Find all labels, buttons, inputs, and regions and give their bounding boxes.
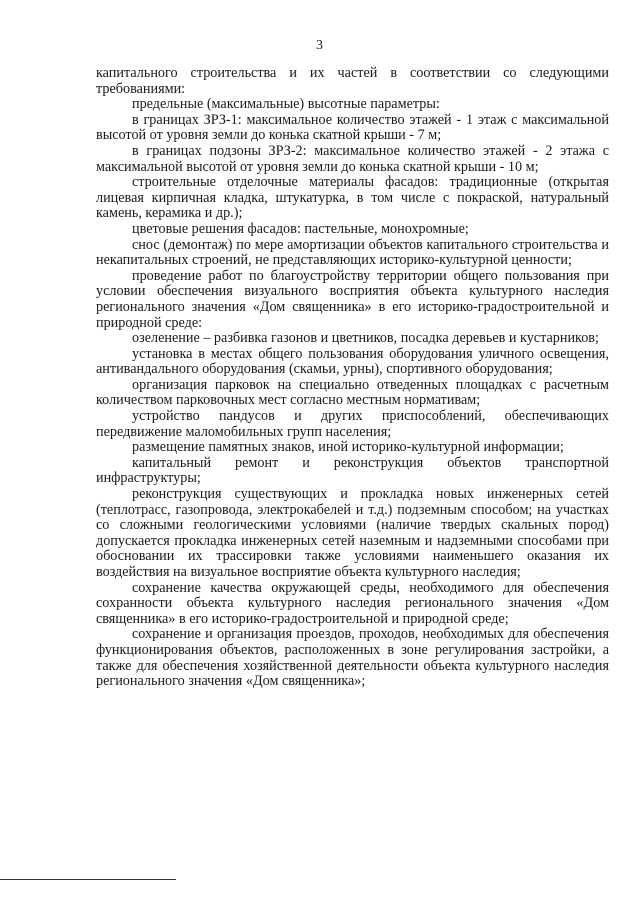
paragraph: капитального строительства и их частей в соответствии со следующими требованиями: bbox=[96, 65, 609, 97]
paragraph: устройство пандусов и других приспособлений, обеспечивающих передвижение маломобильных групп населения; bbox=[96, 408, 609, 440]
paragraph: в границах ЗРЗ-1: максимальное количество этажей - 1 этаж с максимальной высотой от уровня земли до конька скатной крыши - 7 м; bbox=[96, 111, 609, 144]
paragraph: сохранение и организация проездов, проходов, необходимых для обеспечения функционирования объектов, расположенных в зоне регулирования застройки, а также для обеспечения хозяйственной деятельности объекта культурного наследия регионального значения «Дом священника»; bbox=[96, 626, 609, 690]
paragraph: проведение работ по благоустройству территории общего пользования при условии обеспечения визуального восприятия объекта культурного наследия регионального значения «Дом священника» в его историко-градостроительной и природной среде: bbox=[96, 267, 609, 331]
paragraph: реконструкция существующих и прокладка новых инженерных сетей (теплотрасс, газопровода, электрокабелей и т.д.) подземным способом; на участках со сложными геологическими условиями (наличие твердых скальных пород) допускается прокладка инженерных сетей наземным и надземными способами при обосновании их трассировки также условиями наименьшего оказания их воздействия на визуальное восприятие объекта культурного наследия; bbox=[96, 486, 609, 580]
paragraph: сохранение качества окружающей среды, необходимого для обеспечения сохранности объекта культурного наследия регионального значения «Дом священника» в его историко-градостроительной и природной среде; bbox=[96, 579, 609, 627]
page-number: 3 bbox=[316, 38, 323, 53]
paragraph: в границах подзоны ЗРЗ-2: максимальное количество этажей - 2 этажа с максимальной высотой от уровня земли до конька скатной крыши - 10 м; bbox=[96, 142, 609, 175]
paragraph: цветовые решения фасадов: пастельные, монохромные; bbox=[132, 220, 469, 237]
footnote-separator-line bbox=[0, 879, 176, 880]
paragraph: предельные (максимальные) высотные параметры: bbox=[132, 96, 440, 113]
paragraph: размещение памятных знаков, иной историко-культурной информации; bbox=[132, 439, 564, 456]
paragraph: озеленение – разбивка газонов и цветников, посадка деревьев и кустарников; bbox=[132, 330, 599, 347]
paragraph: строительные отделочные материалы фасадов: традиционные (открытая лицевая кирпичная кладка, штукатурка, в том числе с покраской, натуральный камень, керамика и др.); bbox=[96, 174, 609, 222]
paragraph: снос (демонтаж) по мере амортизации объектов капитального строительства и некапитальных строений, не представляющих историко-культурной ценности; bbox=[96, 236, 609, 269]
paragraph: организация парковок на специально отведенных площадках с расчетным количеством парковочных мест согласно местным нормативам; bbox=[96, 376, 609, 409]
paragraph: установка в местах общего пользования оборудования уличного освещения, антивандального оборудования (скамьи, урны), спортивного оборудования; bbox=[96, 345, 609, 378]
document-body bbox=[96, 66, 609, 690]
paragraph: капитальный ремонт и реконструкция объектов транспортной инфраструктуры; bbox=[96, 454, 609, 487]
